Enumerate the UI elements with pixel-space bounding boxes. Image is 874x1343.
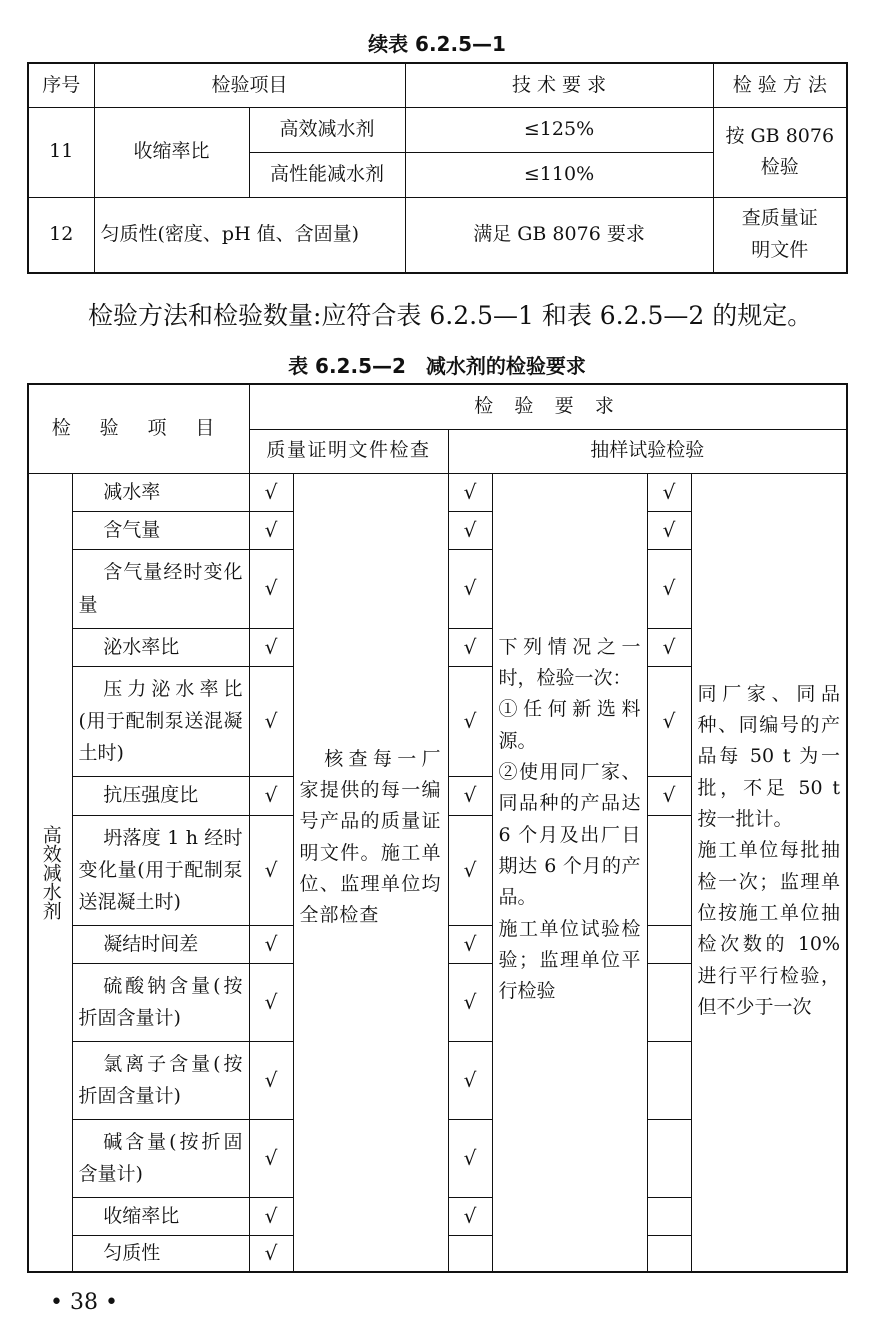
item-cell: 压力泌水率比(用于配制泵送混凝土时) <box>72 666 249 776</box>
frequency-check-mark <box>647 1197 691 1235</box>
item-cell: 坍落度 1 h 经时变化量(用于配制泵送混凝土时) <box>72 815 249 925</box>
header-doc-check: 质量证明文件检查 <box>249 429 448 473</box>
frequency-text: 同厂家、同品种、同编号的产品每 50 t 为一批，不足 50 t 按一批计。 施工单位每批抽检一次；监理单位按施工单位抽检次数的 10%进行平行检验，但不少于一次 <box>691 473 847 1272</box>
sample-check-mark <box>448 1235 492 1272</box>
item-cell: 泌水率比 <box>72 628 249 666</box>
sample-check-mark <box>448 666 492 776</box>
item-cell: 匀质性 <box>72 1235 249 1272</box>
doc-check-mark <box>249 511 293 549</box>
sample-test-text: 下列情况之一时，检验一次： ①任何新选料源。 ②使用同厂家、同品种的产品达 6 个月及出厂日期达 6 个月的产品。 施工单位试验检验；监理单位平行检验 <box>492 473 647 1272</box>
check-icon: √ <box>264 1067 278 1092</box>
check-icon: √ <box>662 517 676 542</box>
sample-check-mark <box>448 1197 492 1235</box>
doc-check-mark <box>249 666 293 776</box>
item-cell: 抗压强度比 <box>72 776 249 815</box>
check-icon: √ <box>463 576 477 600</box>
doc-check-text: 核查每一厂家提供的每一编号产品的质量证明文件。施工单位、监理单位均全部检查 <box>293 473 448 1272</box>
item-cell: 含气量 <box>72 511 249 549</box>
item-cell: 减水率 <box>72 473 249 511</box>
check-icon: √ <box>463 517 477 542</box>
check-icon: √ <box>264 517 278 542</box>
item-cell: 含气量经时变化量 <box>72 549 249 628</box>
check-icon: √ <box>264 857 278 882</box>
check-icon: √ <box>662 783 676 807</box>
check-icon: √ <box>264 1240 278 1265</box>
row-method: 按 GB 8076 检验 <box>713 107 847 197</box>
frequency-check-mark <box>647 549 691 628</box>
check-icon: √ <box>264 708 278 733</box>
check-icon: √ <box>463 989 477 1014</box>
item-cell: 凝结时间差 <box>72 925 249 963</box>
row-item: 收缩率比 <box>94 107 249 197</box>
frequency-check-mark <box>647 815 691 925</box>
item-cell: 氯离子含量(按折固含量计) <box>72 1041 249 1119</box>
check-icon: √ <box>264 931 278 956</box>
doc-check-mark <box>249 815 293 925</box>
doc-check-mark <box>249 1119 293 1197</box>
header-requirement: 检 验 要 求 <box>249 384 847 429</box>
row-no: 11 <box>28 107 94 197</box>
check-icon: √ <box>264 989 278 1014</box>
check-icon: √ <box>463 708 477 733</box>
frequency-check-mark <box>647 963 691 1041</box>
header-item: 检 验 项 目 <box>28 384 249 473</box>
doc-check-mark <box>249 1235 293 1272</box>
check-icon: √ <box>264 1145 278 1170</box>
sample-check-mark <box>448 473 492 511</box>
check-icon: √ <box>463 1067 477 1092</box>
check-icon: √ <box>662 479 676 504</box>
row-requirement: ≤125% <box>405 107 713 152</box>
doc-check-mark <box>249 963 293 1041</box>
frequency-check-mark <box>647 1235 691 1272</box>
item-cell: 硫酸钠含量(按折固含量计) <box>72 963 249 1041</box>
header-method: 检 验 方 法 <box>713 63 847 107</box>
item-cell: 碱含量(按折固含量计) <box>72 1119 249 1197</box>
header-no: 序号 <box>28 63 94 107</box>
row-item: 匀质性(密度、pH 值、含固量) <box>94 197 405 273</box>
frequency-check-mark <box>647 1119 691 1197</box>
page-number: • 38 • <box>50 1290 118 1315</box>
check-icon: √ <box>463 783 477 807</box>
check-icon: √ <box>264 576 278 600</box>
check-icon: √ <box>463 479 477 504</box>
row-subitem: 高效减水剂 <box>249 107 405 152</box>
check-icon: √ <box>662 634 676 659</box>
check-icon: √ <box>463 1145 477 1170</box>
frequency-check-mark <box>647 473 691 511</box>
doc-check-mark <box>249 628 293 666</box>
item-cell: 收缩率比 <box>72 1197 249 1235</box>
header-requirement: 技 术 要 求 <box>405 63 713 107</box>
check-icon: √ <box>463 1203 477 1228</box>
sample-check-mark <box>448 776 492 815</box>
frequency-check-mark <box>647 511 691 549</box>
row-no: 12 <box>28 197 94 273</box>
sample-check-mark <box>448 549 492 628</box>
paragraph: 检验方法和检验数量:应符合表 6.2.5—1 和表 6.2.5—2 的规定。 <box>88 301 813 330</box>
doc-check-mark <box>249 1197 293 1235</box>
row-subitem: 高性能减水剂 <box>249 152 405 197</box>
check-icon: √ <box>264 783 278 807</box>
check-icon: √ <box>463 931 477 956</box>
doc-check-mark <box>249 925 293 963</box>
check-icon: √ <box>264 634 278 659</box>
row-requirement: 满足 GB 8076 要求 <box>405 197 713 273</box>
frequency-check-mark <box>647 925 691 963</box>
check-icon: √ <box>463 857 477 882</box>
check-icon: √ <box>662 708 676 733</box>
sample-check-mark <box>448 1041 492 1119</box>
sample-check-mark <box>448 963 492 1041</box>
sample-check-mark <box>448 511 492 549</box>
category-cell: 高效减水剂 <box>28 473 72 1272</box>
frequency-check-mark <box>647 628 691 666</box>
frequency-check-mark <box>647 776 691 815</box>
row-method: 查质量证明文件 <box>713 197 847 273</box>
header-item: 检验项目 <box>94 63 405 107</box>
doc-check-mark <box>249 549 293 628</box>
check-icon: √ <box>264 1203 278 1228</box>
sample-check-mark <box>448 628 492 666</box>
check-icon: √ <box>264 479 278 504</box>
table1 <box>27 62 848 274</box>
doc-check-mark <box>249 776 293 815</box>
row-requirement: ≤110% <box>405 152 713 197</box>
table2-caption: 表 6.2.5—2 减水剂的检验要求 <box>288 354 586 378</box>
frequency-check-mark <box>647 666 691 776</box>
table-row <box>28 473 847 511</box>
table2 <box>27 383 848 1273</box>
frequency-check-mark <box>647 1041 691 1119</box>
header-sample-test: 抽样试验检验 <box>448 429 847 473</box>
sample-check-mark <box>448 1119 492 1197</box>
doc-check-mark <box>249 473 293 511</box>
check-icon: √ <box>662 576 676 600</box>
check-icon: √ <box>463 634 477 659</box>
doc-check-mark <box>249 1041 293 1119</box>
sample-check-mark <box>448 815 492 925</box>
sample-check-mark <box>448 925 492 963</box>
table1-caption: 续表 6.2.5—1 <box>368 32 506 56</box>
